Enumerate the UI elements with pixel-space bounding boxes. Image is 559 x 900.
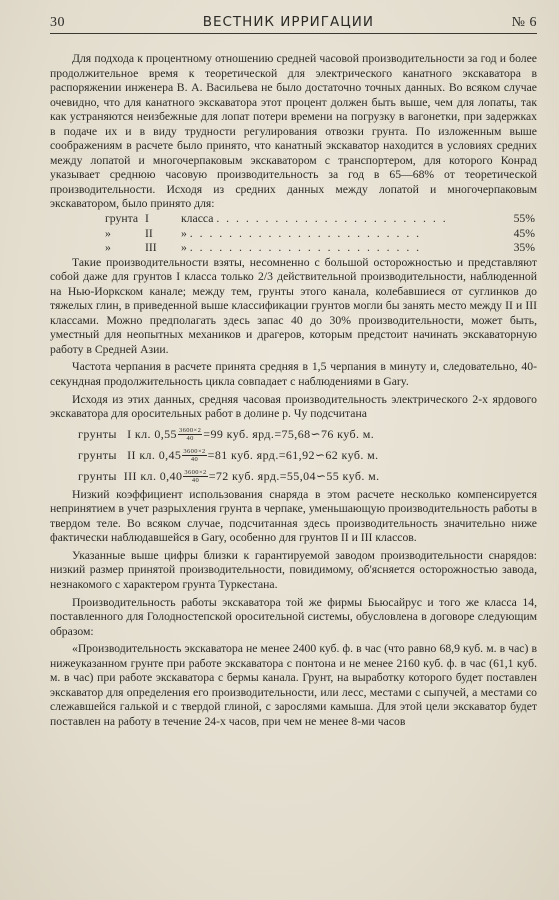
journal-title: ВЕСТНИК ИРРИГАЦИИ [202,14,374,30]
grade-row: » III » . . . . . . . . . . . . . . . . . . . . . . . . 35% [105,241,535,255]
grade-row: грунта I класса . . . . . . . . . . . . . . . . . . . . . . . . 55% [105,212,535,226]
fraction: $\frac{3600\times 2}{40}$ [184,469,207,485]
formula-row: грунты I кл. 0,55 $\frac{3600\times 2}{40}$ =99 куб. ярд.=75,68∽76 куб. м. [78,426,375,443]
paragraph: Указанные выше цифры близки к гарантируемой заводом производительности снарядов: низкий размер принятой производительности, повидимому, об'ясняется осторожностью завода, незнакомого с характером грунта Туркестана. [50,548,537,591]
paragraph: Частота черпания в расчете принята средняя в 1,5 черпания в минуту и, следовательно, 40-секундная продолжительность цикла совпадает с наблюдениями в Gary. [50,360,537,389]
paragraph: Исходя из этих данных, средняя часовая производительность электрического 2-х ярдового экскаватора для оросительных работ в долине р. Чу подсчитана [50,392,537,421]
quote-paragraph: «Производительность экскаватора не менее 2400 куб. ф. в час (что равно 68,9 куб. м. в час) в нижеуказанном грунте при работе экскаватора с понтона и не менее 2160 куб. ф. в час (61,1 куб. м. в час) при работе экскаватора с бермы канала. Грунт, на выработку которого будет поставлен экскаватор для определения его производительности, или лесс, местами с сыпучей, а местами со слежавшейся галькой и с твердой глиной, с зарослями камыша. Для этой цели экскаватор будет поставлен на работу в течение 24-х часов, при чем не менее 8-ми часов [50,642,537,728]
formula-row: грунты III кл. 0,40 $\frac{3600\times 2}{40}$ =72 куб. ярд.=55,04∽55 куб. м. [78,468,380,485]
paragraph: Производительность работы экскаватора той же фирмы Бьюсайрус и того же класса 14, поставленного для Голодностепской оросительной системы, обусловлена в договоре следующим образом: [50,595,537,638]
paragraph: Низкий коэффициент использования снаряда в этом расчете несколько компенсируется непринятием в учет разрыхления грунта в черпаке, уменьшающую производительность работы в твердом теле. Во всяком случае, подсчитанная здесь производительность значительно ниже фактически наблюдавшейся в Gary, особенно для грунтов II и III классов. [50,487,537,545]
article-body [50,52,537,729]
fraction: $\frac{3600\times 2}{40}$ [178,427,202,443]
formula-row: грунты II кл. 0,45 $\frac{3600\times 2}{40}$ =81 куб. ярд.=61,92∽62 куб. м. [78,447,379,464]
page-header [50,14,537,34]
paragraph: Для подхода к процентному отношению средней часовой производительности за год и более продолжительное время к теоретической для электрического канатного экскаватора в распоряжении инженера В. А. Васильева не было достаточно точных данных. Во всяком случае очевидно, что для канатного экскаватора этот процент должен быть выше, чем для лопаты, так как устраняются неизбежные для лопат потери времени на погрузку в вагонетки, при задержках в подаче их и в виду трудности регулирования отвозки грунта. По изложенным выше соображениям в расчете было принято, что канатный экскаватор находится в условиях средних между лопатой и многочерпаковым экскаватором с транспортером, для которого Конрад указывает среднюю часовую производительность за год в 65—68% от теоретической производительности. Исходя из средних данных между лопатой и многочерпаковым экскаватором, было принято для: [50,52,537,211]
paragraph: Такие производительности взяты, несомненно с большой осторожностью и представляют собой даже для грунтов I класса только 2/3 действительной производительности, наблюденной на Нью-Иоркском канале; между тем, грунты этого канала, колебавшиеся от суглинков до тяжелых глин, в приведенной выше классификации грунтов могли бы занять место между II и III классами. Можно предполагать здесь запас 40 до 30% производительности, может быть, уместный для неопытных механиков и драгеров, которым предстоит начинать экскаваторную работу в Средней Азии. [50,255,537,356]
issue-number: № 6 [511,15,537,30]
page-number: 30 [50,15,65,30]
leader-dots: . . . . . . . . . . . . . . . . . . . . . . . . [216,212,448,226]
leader-dots: . . . . . . . . . . . . . . . . . . . . . . . . [189,241,422,255]
grade-row: » II » . . . . . . . . . . . . . . . . . . . . . . . . 45% [105,226,535,240]
fraction: $\frac{3600\times 2}{40}$ [183,448,206,464]
leader-dots: . . . . . . . . . . . . . . . . . . . . . . . . [189,226,422,240]
